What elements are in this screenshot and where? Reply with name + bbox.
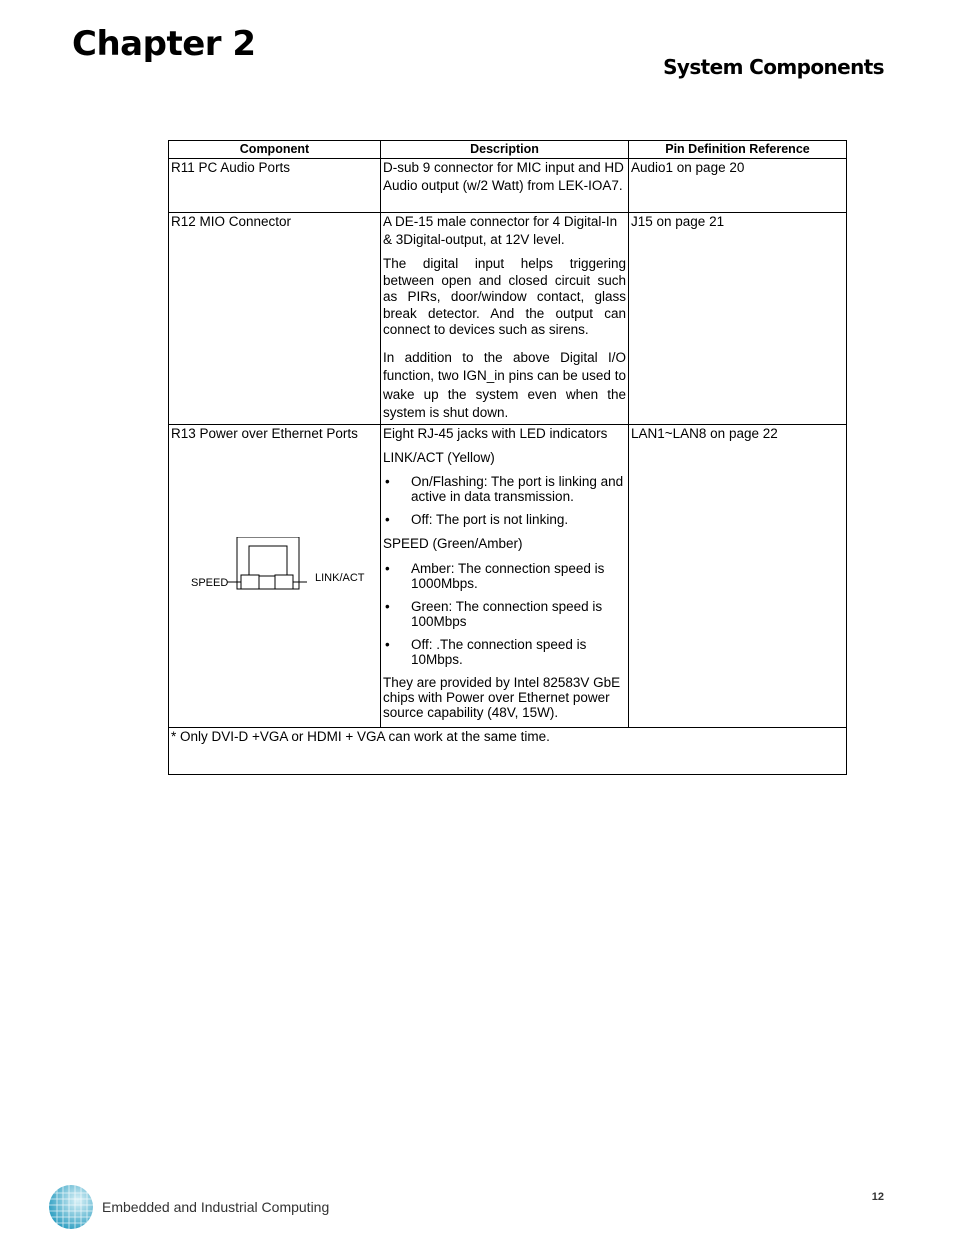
component-cell bbox=[169, 425, 381, 728]
component-cell: R12 MIO Connector bbox=[169, 213, 381, 425]
table-header-row bbox=[169, 141, 847, 159]
link-act-label: LINK/ACT bbox=[315, 572, 365, 584]
rj45-led-diagram bbox=[189, 537, 369, 597]
reference-cell: Audio1 on page 20 bbox=[629, 159, 847, 213]
speed-led bbox=[241, 575, 259, 589]
table-row bbox=[169, 425, 847, 728]
footer-company-text: Embedded and Industrial Computing bbox=[102, 1199, 330, 1215]
description-text: In addition to the above Digital I/O function, two IGN_in pins can be used to wake up the system even when the system is shut down. bbox=[383, 349, 626, 421]
list-item: • Green: The connection speed is 100Mbps bbox=[385, 598, 603, 629]
reference-cell: J15 on page 21 bbox=[629, 213, 847, 425]
description-intro: Eight RJ-45 jacks with LED indicators bbox=[383, 426, 608, 441]
page-number: 12 bbox=[871, 1191, 884, 1203]
list-item: • On/Flashing: The port is linking and active in data transmission. bbox=[385, 474, 624, 505]
components-table bbox=[168, 140, 847, 775]
description-text: The digital input helps triggering between open and closed circuit such as PIRs, door/window contact, glass break detector. And the output can connect to devices such as sirens. bbox=[383, 256, 626, 338]
list-item: • Amber: The connection speed is 1000Mbps. bbox=[385, 560, 605, 591]
logo-globe bbox=[49, 1185, 93, 1229]
link-act-list bbox=[383, 474, 626, 527]
description-cell bbox=[381, 213, 629, 425]
description-text: A DE-15 male connector for 4 Digital-In & 3Digital-output, at 12V level. bbox=[383, 214, 618, 247]
description-text: D-sub 9 connector for MIC input and HD Audio output (w/2 Watt) from LEK-IOA7. bbox=[383, 160, 624, 193]
component-cell: R11 PC Audio Ports bbox=[169, 159, 381, 213]
header-pin-reference: Pin Definition Reference bbox=[629, 141, 847, 159]
section-title: System Components bbox=[663, 55, 884, 79]
rj45-inner-frame bbox=[249, 546, 287, 576]
speed-label: SPEED bbox=[191, 577, 229, 589]
link-led bbox=[275, 575, 293, 589]
company-logo-icon bbox=[48, 1184, 94, 1230]
chapter-title: Chapter 2 bbox=[72, 24, 256, 64]
header-component: Component bbox=[169, 141, 381, 159]
component-label: R13 Power over Ethernet Ports bbox=[171, 426, 358, 441]
table-row bbox=[169, 728, 847, 775]
list-item: • Off: .The connection speed is 10Mbps. bbox=[385, 636, 587, 667]
speed-list bbox=[383, 561, 626, 667]
table-row bbox=[169, 159, 847, 213]
reference-cell: LAN1~LAN8 on page 22 bbox=[629, 425, 847, 728]
table-row bbox=[169, 213, 847, 425]
table-footnote: * Only DVI-D +VGA or HDMI + VGA can work at the same time. bbox=[169, 728, 847, 775]
list-item: • Off: The port is not linking. bbox=[385, 512, 569, 528]
description-closing: They are provided by Intel 82583V GbE chips with Power over Ethernet power source capability (48V, 15W). bbox=[383, 674, 621, 720]
description-cell bbox=[381, 425, 629, 728]
description-cell bbox=[381, 159, 629, 213]
header-description: Description bbox=[381, 141, 629, 159]
speed-heading: SPEED (Green/Amber) bbox=[383, 536, 523, 552]
link-act-heading: LINK/ACT (Yellow) bbox=[383, 449, 495, 465]
